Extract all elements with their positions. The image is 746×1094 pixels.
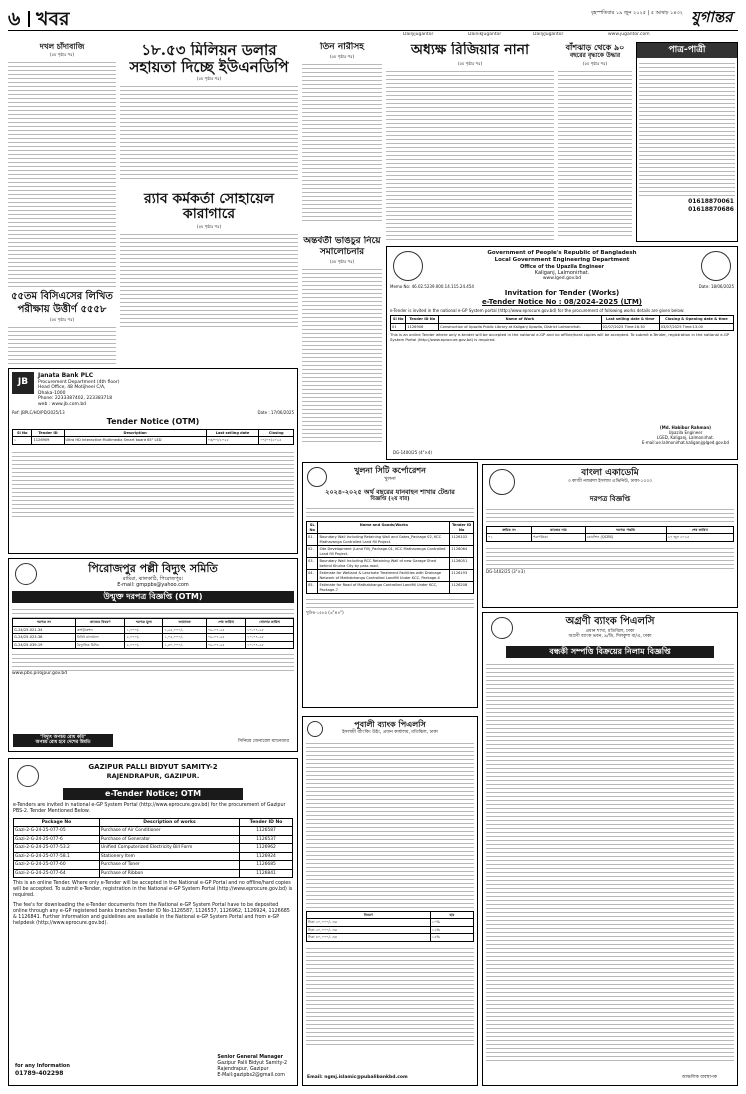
table-cell: ০৭/০৭/২০২৫ xyxy=(259,437,294,444)
table-row xyxy=(307,534,474,546)
notice-note: This is an online Tender. Where only e-Tender will be accepted in the National e-GP Portal and no offline/hard copies will be accepted. To submit e-Tender, registration in the National e-GP System Portal (http://www.eprocure.gov.bd) is required. xyxy=(13,881,293,899)
table-cell: কন্সট্রাকশন xyxy=(75,626,125,633)
column-header: Tender ID No xyxy=(450,522,474,534)
table-cell: ০৯-০৭-২৫ xyxy=(206,634,245,641)
table-cell: টাকা ৪০,০০০/- এর xyxy=(307,934,431,941)
table-header-row xyxy=(13,429,294,436)
table-cell: Gazi-2-G-24-25-077-53.2 xyxy=(14,844,100,853)
table-row xyxy=(13,634,294,641)
column-header: কাজের নাম xyxy=(532,526,586,533)
info-label: for any Information xyxy=(15,1063,70,1070)
antor-headline: অন্তর্বর্তী ভাঙচুর নিয়ে সমালোচনার xyxy=(303,236,381,257)
notice-body xyxy=(12,651,294,671)
table-cell: ১,০০০/- xyxy=(125,626,163,633)
table-cell: 1126962 xyxy=(240,844,293,853)
table-cell: 1126208 xyxy=(450,582,474,594)
table-row xyxy=(307,934,474,941)
tender-table xyxy=(12,618,294,649)
column-header: Tender ID xyxy=(32,429,64,436)
section-title: খবর xyxy=(36,8,70,30)
table-cell: ১ xyxy=(13,437,32,444)
table-cell: Gazi-2-G-24-25-077-58.1 xyxy=(14,852,100,861)
tender-table xyxy=(13,818,293,879)
table-cell: ১২% xyxy=(430,926,473,933)
org-address: রামিরা, ঝালকাঠি, পিরোজপুর। xyxy=(122,575,184,582)
org-name: বাংলা একাডেমি xyxy=(581,468,639,478)
tender-table xyxy=(390,315,734,331)
org-email[interactable]: E-mail: gmppbs@yahoo.com xyxy=(117,582,189,588)
org-address: ৩ কাজী নজরুল ইসলাম এভিনিউ, ঢাকা-১০০০ xyxy=(567,479,653,485)
table-cell: ০৯-০৭-২৫ xyxy=(206,626,245,633)
table-row xyxy=(14,835,293,844)
notice-body xyxy=(486,661,734,1061)
table-cell: 02/07/2025 Time:16.30 xyxy=(601,323,659,330)
column-header: Description xyxy=(64,429,206,436)
bank-address: Head Office, 48 Motijheel C/A, xyxy=(38,385,106,391)
column-header: Tender ID No xyxy=(240,818,293,827)
table-cell: 1126841 xyxy=(240,869,293,878)
classified-body xyxy=(639,60,735,196)
tender-table xyxy=(12,429,294,445)
table-cell: Site Development (Land Fill)_Package-01, KCC Mathavanga Controlled Land fill Project. xyxy=(318,546,450,558)
table-cell: বৈদ্যুতিক মিটার xyxy=(75,641,125,648)
tin-headline: তিন নারীসহ xyxy=(319,42,364,52)
column-header: Sl No xyxy=(391,316,406,323)
table-cell: 1126909 xyxy=(32,437,64,444)
article-antor xyxy=(302,236,382,456)
continuation-note: (৫ম পৃষ্ঠার পর) xyxy=(196,223,222,229)
lged-heading: Local Government Engineering Department xyxy=(494,256,630,263)
article-body xyxy=(302,266,382,444)
continuation-note: (৫ম পৃষ্ঠার পর) xyxy=(49,317,75,323)
article-body xyxy=(8,59,116,287)
article-rab xyxy=(120,192,298,338)
column-header: দরপত্র মূল্য xyxy=(125,619,163,626)
table-cell: কোটেশন (QCBS) xyxy=(585,534,666,541)
table-cell: পত্রপত্রিকা xyxy=(532,534,586,541)
lged-heading: Government of People's Republic of Bangladesh xyxy=(487,250,637,256)
bash-subheadline: বছরের বৃদ্ধাকে উদ্ধার xyxy=(569,52,621,59)
table-cell: ১,০৫,০০০/- xyxy=(163,634,207,641)
khulna-city-tender xyxy=(302,462,478,708)
bank-name: Janata Bank PLC xyxy=(38,372,94,379)
twitter-handle[interactable]: DainikJugantor xyxy=(468,32,502,37)
table-cell: Stationery Item xyxy=(99,852,239,861)
bcs-headline: ৫৫তম বিসিএসের লিখিত পরীক্ষায় উত্তীর্ণ ৫৫৫৮ xyxy=(11,291,113,315)
column-header: Sl No xyxy=(13,429,32,436)
bank-web[interactable]: web : www.jb.com.bd xyxy=(38,402,87,407)
table-header-row xyxy=(14,818,293,827)
column-header: Tender ID No xyxy=(406,316,439,323)
janata-logo-icon: JB xyxy=(12,372,34,394)
article-body xyxy=(302,61,382,221)
continuation-note: (৫ম পৃষ্ঠার পর) xyxy=(196,76,222,81)
table-cell: 1126537 xyxy=(240,835,293,844)
column-header: Name and Goods/Works xyxy=(318,522,450,534)
masthead-divider xyxy=(28,11,30,27)
table-row xyxy=(307,546,474,558)
column-header: হার xyxy=(430,911,473,918)
table-row xyxy=(307,570,474,582)
table-cell: Estimate for Wetland & Leachate Treatment Facilities with Drainage Network of Mathabhanga Controlled Landfill Under KCC, Package-4 xyxy=(318,570,450,582)
table-cell: ১০-০৭-২৫ xyxy=(246,641,294,648)
bangla-academy-tender xyxy=(482,464,738,608)
info-phone[interactable]: 01789-402298 xyxy=(15,1069,64,1077)
table-cell: 03. xyxy=(307,558,318,570)
table-cell: 1126685 xyxy=(240,861,293,870)
bash-headline: বাঁশঝাড় থেকে ৯০ xyxy=(565,42,625,52)
continuation-note: (৫ম পৃষ্ঠার পর) xyxy=(49,52,75,58)
slogan-line: "বিদ্যুৎ অপচয় রোধ করি" xyxy=(39,734,87,740)
lged-heading: Kaliganj, Lalmonirhat. xyxy=(534,270,590,276)
table-cell: টাকা ২০,০০০/- এর xyxy=(307,926,431,933)
notice-footer xyxy=(306,596,474,610)
continuation-note: (৫ম পৃষ্ঠার পর) xyxy=(582,60,608,66)
notice-title: Tender Notice (OTM) xyxy=(106,416,200,426)
table-row xyxy=(391,323,734,330)
column-header: খোলার তারিখ xyxy=(246,619,294,626)
bank-address: Procurement Department (4th floor) xyxy=(38,379,120,385)
signatory-place: Rajendrapur, Gazipur xyxy=(217,1067,269,1073)
youtube-handle[interactable]: DailyJugantor xyxy=(533,32,564,37)
table-header-row xyxy=(307,911,474,918)
bank-address: Dhaka-1000 xyxy=(38,390,66,396)
lged-logo-icon xyxy=(701,251,731,281)
notice-date: Date : 17/06/2025 xyxy=(257,409,294,415)
signatory-office: LGED, Kaliganj, Lalmonirhat. xyxy=(656,435,714,440)
agrani-logo-icon xyxy=(491,617,513,639)
table-cell: Gazi-2-G-24-25-077-6 xyxy=(14,835,100,844)
notice-title: দরপত্র বিজ্ঞপ্তি xyxy=(589,494,631,503)
principal-headline: অধ্যক্ষ রিজিয়ার নানা xyxy=(410,42,530,58)
table-cell: Gazi-2-G-24-25-077-05 xyxy=(14,827,100,836)
dg-code: খুসিক-১৫৮৫ (৩"×৪") xyxy=(306,610,344,616)
table-cell: 1126102 xyxy=(450,534,474,546)
newspaper-logo: যুগান্তর xyxy=(691,8,733,26)
memo-number: Memo No: 46.02.5239.000.14.115.24.454 xyxy=(390,283,474,289)
notice-subtitle: বিজ্ঞপ্তি (২য় বার) xyxy=(370,496,410,503)
lged-website[interactable]: www.lged.gov.bd xyxy=(542,276,582,282)
branch-name: প্রধান শাখা, মতিঝিল, ঢাকা xyxy=(585,628,635,634)
notice-intro: e-Tenders are invited in national e-GP System Portal (http://www.eprocure.gov.bd) for the procurement of Gazipur PBS-2. Tender Mentioned Below. xyxy=(13,802,286,814)
table-cell: 01 xyxy=(391,323,406,330)
article-bash xyxy=(558,42,632,242)
tender-table xyxy=(486,526,734,542)
continuation-note: (৫ম পৃষ্ঠার পর) xyxy=(329,54,355,60)
table-cell: Purchase of Generator xyxy=(99,835,239,844)
tender-table xyxy=(306,521,474,594)
gazipur-pbs-tender xyxy=(8,758,298,1086)
table-cell: ২৭ জুন ২০২৫ xyxy=(666,534,733,541)
classified-matrimonial xyxy=(636,42,738,242)
table-row xyxy=(307,582,474,594)
column-header: Last selling date & time xyxy=(601,316,659,323)
pbs-logo-icon xyxy=(15,563,37,585)
table-cell: Unified Computerized Electricity Bill Form xyxy=(99,844,239,853)
table-row xyxy=(14,844,293,853)
article-body xyxy=(386,68,554,240)
undp-headline: ১৮.৫৩ মিলিয়ন ডলার সহায়তা দিচ্ছে ইউএনডিপি xyxy=(129,42,289,76)
bank-subtitle: ইসলামী ব্যাংকিং উইং, প্রধান কার্যালয়, মতিঝিল, ঢাকা xyxy=(342,730,438,735)
bank-phone: Phone: 2233387402, 223383718 xyxy=(38,396,113,402)
table-row xyxy=(14,861,293,870)
table-cell: 1126587 xyxy=(240,827,293,836)
notice-intro xyxy=(12,606,294,618)
column-header: শেষ তারিখ xyxy=(206,619,245,626)
signatory-title: আঞ্চলিক ব্যবস্থাপক xyxy=(681,1075,717,1081)
table-row xyxy=(307,926,474,933)
lged-heading: Office of the Upazila Engineer xyxy=(520,263,604,270)
table-cell: 1126924 xyxy=(240,852,293,861)
table-cell: 1126193 xyxy=(450,570,474,582)
column-header: Description of works xyxy=(99,818,239,827)
notice-title: বন্ধকী সম্পত্তি বিক্রয়ের নিলাম বিজ্ঞপ্তি xyxy=(506,646,714,658)
column-header: দরপত্র নং xyxy=(13,619,76,626)
column-header: ক্রমিক নং xyxy=(487,526,532,533)
table-header-row xyxy=(13,619,294,626)
table-cell: ১০% xyxy=(430,919,473,926)
table-row xyxy=(487,534,734,541)
government-seal-icon xyxy=(393,251,423,281)
branch-address: অগ্রণী ব্যাংক ভবন, ৯/ডি, দিলকুশা বা/এ, ঢাকা xyxy=(568,634,652,640)
table-cell: Estimate for Road of Mathabhanga Controlled Landfill Under KCC, Package-7 xyxy=(318,582,450,594)
table-cell: Purchase of Air Conditioner xyxy=(99,827,239,836)
continuation-note: (৫ম পৃষ্ঠার পর) xyxy=(457,60,483,66)
table-cell: ০৩/০৭/২০২৫ xyxy=(206,437,259,444)
table-cell: G-24/25-023-38 xyxy=(13,634,76,641)
table-cell: ১৫% xyxy=(430,934,473,941)
website-link[interactable]: www.jugantor.com xyxy=(608,32,650,37)
signatory-email[interactable]: E-Mail:gazipbs2@gmail.com xyxy=(217,1073,285,1079)
table-header-row xyxy=(391,316,734,323)
table-cell: 03/07/2025 Time:13.00 xyxy=(659,323,733,330)
table-cell: Boundary Wall Including RCC Retaining Wall of new Garage Shed behind Khulna City by pass road. xyxy=(318,558,450,570)
table-cell: Construction of Upazila Public Library at Kaliganj Upazila, District Lalmonirhat. xyxy=(439,323,602,330)
notice-body xyxy=(12,449,294,519)
column-header: দরপত্র পদ্ধতি xyxy=(585,526,666,533)
article-tin xyxy=(302,42,382,222)
column-header: কাজের বিবরণ xyxy=(75,619,125,626)
table-cell: G-24/25-021-34 xyxy=(13,626,76,633)
column-header: শেষ তারিখ xyxy=(666,526,733,533)
table-cell: Gazi-2-G-24-25-077-64 xyxy=(14,869,100,878)
dg-code: DG-1400/25 (4"×4) xyxy=(393,450,432,455)
column-header: Closing xyxy=(259,429,294,436)
slogan-line: অপচয় রোধ হবে দেশের উন্নতি xyxy=(35,740,91,746)
org-place: RAJENDRAPUR, GAZIPUR. xyxy=(106,771,200,780)
table-row xyxy=(14,869,293,878)
pirojpur-pbs-tender xyxy=(8,558,298,752)
table-cell: Purchase of Toner xyxy=(99,861,239,870)
table-row xyxy=(13,626,294,633)
table-cell: ২,০০০/- xyxy=(125,634,163,641)
table-cell: Gazi-2-G-24-25-077-60 xyxy=(14,861,100,870)
article-body xyxy=(558,68,632,238)
masthead xyxy=(8,8,738,30)
table-cell: 05. xyxy=(307,582,318,594)
slogan-banner xyxy=(13,734,113,747)
table-row xyxy=(13,641,294,648)
table-row xyxy=(13,437,294,444)
table-cell: 1126051 xyxy=(450,558,474,570)
classified-title: পাত্র-পাত্রী xyxy=(637,43,737,58)
table-cell: 02. xyxy=(307,546,318,558)
signatory-name: (Md. Habibur Rahman) xyxy=(659,425,712,430)
column-header: Last selling date xyxy=(206,429,259,436)
org-city: খুলনা xyxy=(384,476,396,482)
masthead-rule xyxy=(8,30,738,31)
signatory-title: Senior General Manager xyxy=(217,1055,283,1061)
article-headline: দখল চাঁদাবাজি xyxy=(39,42,85,51)
bank-email[interactable]: Email: ngmj.islamic@pubalibankbd.com xyxy=(307,1075,408,1081)
notice-intro xyxy=(486,506,734,524)
table-cell: Purchase of Ribbon xyxy=(99,869,239,878)
column-header: Package No xyxy=(14,818,100,827)
classified-phone: 01618870686 xyxy=(688,205,734,213)
rab-headline: র‍্যাব কর্মকর্তা সোহায়েল কারাগারে xyxy=(144,192,274,223)
pubali-logo-icon xyxy=(307,721,323,737)
article-body xyxy=(8,324,116,364)
signatory-email[interactable]: E-mail:ue.lalmonirhat.kaliganj@lged.gov.bd xyxy=(641,440,729,445)
article-principal xyxy=(386,42,554,242)
article-body xyxy=(120,231,298,327)
table-cell: ০১ xyxy=(487,534,532,541)
janata-bank-tender xyxy=(8,368,298,554)
bank-name: পূবালী ব্যাংক পিএলসি xyxy=(354,720,426,729)
bank-name: অগ্রণী ব্যাংক পিএলসি xyxy=(565,616,655,627)
table-cell: বিবিধ মালামাল xyxy=(75,634,125,641)
table-cell: ২,০০০/- xyxy=(125,641,163,648)
table-cell: ০৯-০৭-২৫ xyxy=(206,641,245,648)
page-number: ৬ xyxy=(8,8,21,30)
signatory-office: Gazipur Palli Bidyut Samity-2 xyxy=(217,1061,287,1067)
notice-title: e-Tender Notice; OTM xyxy=(63,788,243,800)
table-row xyxy=(14,827,293,836)
table-row xyxy=(307,919,474,926)
column-header: Closing & Opening date & time xyxy=(659,316,733,323)
signatory-title: Upazila Engineer xyxy=(668,430,703,435)
table-cell: Boundary Wall Including Retaining Wall and Gates_Package 02, KCC Mathavanga Controlled Land fill Project. xyxy=(318,534,450,546)
notice-footer: This is an online Tender where only e-tender will be accepted in the national e-GP and no offline/hard copies will be accepted. To submit e-Tender, registration in the national e-GP System Portal (http://www.eprocure.gov.bd) is required. xyxy=(390,332,730,343)
column-header: জামানত xyxy=(163,619,207,626)
article-undp xyxy=(120,42,298,190)
bangla-academy-logo-icon xyxy=(489,469,515,495)
table-row xyxy=(14,852,293,861)
column-header: Name of Work xyxy=(439,316,602,323)
pbs-logo-icon xyxy=(17,765,39,787)
table-header-row xyxy=(487,526,734,533)
pubali-bank-notice xyxy=(302,716,478,1086)
table-header-row xyxy=(307,522,474,534)
notice-note: The fee's for downloading the e-Tender documents from the National e-GP System Portal have to be deposited online through any e-GP registered banks branches Tender ID No-1126587, 1126537, 1126962, 1126924, 1126685 & 1126841. Further information and guidelines are available in the National e-GP System Portal and from e-GP helpdesk (http://www.eprocure.gov.bd). xyxy=(13,903,290,927)
table-cell: ১০-০৭-২৫ xyxy=(246,626,294,633)
notice-title: উন্মুক্ত দরপত্র বিজ্ঞপ্তি (OTM) xyxy=(12,591,294,603)
continuation-note: (৫ম পৃষ্ঠার পর) xyxy=(329,258,355,264)
org-name: পিরোজপুর পল্লী বিদ্যুৎ সমিতি xyxy=(88,562,218,575)
table-cell: ১০-০৭-২৫ xyxy=(246,634,294,641)
table-cell: 01. xyxy=(307,534,318,546)
table-cell: Ultra HD Interactive Multimedia Smart board 65" LED xyxy=(64,437,206,444)
table-cell: 1126064 xyxy=(450,546,474,558)
table-cell: ১,৫০,০০০/- xyxy=(163,641,207,648)
table-cell: 1126906 xyxy=(406,323,439,330)
pbs-website[interactable]: www.pbs.pirojpur.gov.bd xyxy=(12,671,68,677)
social-bar xyxy=(8,32,738,40)
article-body xyxy=(120,83,298,179)
org-name: খুলনা সিটি কর্পোরেশন xyxy=(354,466,426,475)
issue-date: বৃহস্পতিবার ১৯ জুন ২০২৫ | ৫ আষাঢ় ১৪৩২ xyxy=(590,10,683,16)
notice-body xyxy=(306,740,474,908)
notice-intro: e-Tender is invited in the national e-GP System portal (http://www.eprocure.gov.bd) for the procurement of following works details are given below: xyxy=(390,308,685,314)
column-header: SL No xyxy=(307,522,318,534)
notice-body xyxy=(306,945,474,1045)
column-header: বিবরণ xyxy=(307,911,431,918)
notice-title: ২০২৪-২০২৫ অর্থ বছরের যানবাহন শাখার টেন্ডার xyxy=(325,488,455,497)
kcc-logo-icon xyxy=(307,467,327,487)
ref-number: Ref: JBPLC/HO/PD/2025/13 xyxy=(12,409,65,415)
article-dakhol xyxy=(8,42,116,364)
dg-code: DG-1402/25 (3"×3) xyxy=(486,568,525,574)
notice-number: e-Tender Notice No : 08/2024-2025 (LTM) xyxy=(482,297,642,306)
table-row xyxy=(307,558,474,570)
table-cell: 04. xyxy=(307,570,318,582)
table-cell: টাকা ২০,০০০/- এর xyxy=(307,919,431,926)
agrani-bank-auction xyxy=(482,612,738,1086)
rate-table xyxy=(306,911,474,942)
notice-title: Invitation for Tender (Works) xyxy=(504,288,620,297)
notice-date: Date: 18/06/2025 xyxy=(698,283,734,289)
notice-footer xyxy=(486,545,734,569)
table-cell: G-24/25-039-19 xyxy=(13,641,76,648)
table-cell: ১,২৫,০০০/- xyxy=(163,626,207,633)
facebook-handle[interactable]: Dailyjugantor xyxy=(403,32,434,37)
classified-phone: 01618870061 xyxy=(688,198,734,206)
org-name: GAZIPUR PALLI BIDYUT SAMITY-2 xyxy=(88,763,218,771)
lged-tender-notice xyxy=(386,246,738,460)
notice-intro xyxy=(306,505,474,519)
signatory-title: সিনিয়র জেনারেল ম্যানেজার xyxy=(237,739,289,745)
